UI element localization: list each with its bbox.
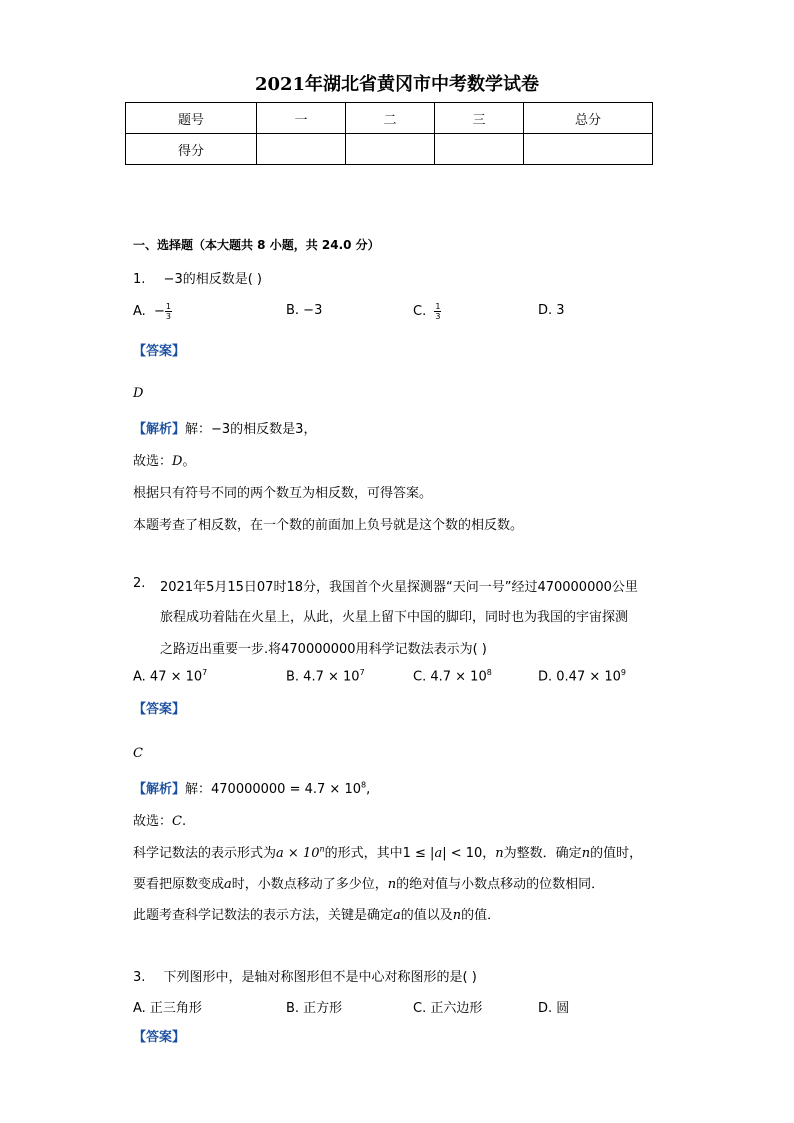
- score-cell[interactable]: [435, 134, 524, 165]
- explanation: 根据只有符号不同的两个数互为相反数，可得答案。: [133, 486, 433, 501]
- option-b: B. $4.7 \times 10^7$: [286, 668, 365, 685]
- explanation: 科学记数法的表示形式为$a \times 10^n$的形式，其中1 ≤ |a| < 10，n为整数．确定n的值时，: [133, 844, 643, 861]
- option-c: C. $4.7 \times 10^8$: [413, 668, 492, 685]
- score-header-cell: 二: [346, 103, 435, 134]
- score-table-header-row: [126, 103, 653, 134]
- score-header-cell: 总分: [524, 103, 653, 134]
- section-heading: 一、选择题（本大题共 8 小题，共 24.0 分）: [133, 238, 380, 252]
- score-header-cell: 题号: [126, 103, 257, 134]
- score-cell[interactable]: [346, 134, 435, 165]
- option-d: D. 圆: [538, 1001, 570, 1016]
- score-cell[interactable]: [524, 134, 653, 165]
- question-1: [133, 268, 262, 287]
- analysis: 【解析】解：$470000000 = 4.7 \times 10^8$,: [133, 780, 371, 797]
- choose-line: 故选：D。: [133, 454, 196, 469]
- question-number: 3.: [133, 970, 146, 985]
- score-table-row: [126, 134, 653, 165]
- explanation: 此题考查科学记数法的表示方法，关键是确定a的值以及n的值．: [133, 908, 501, 923]
- option-d: D. $0.47 \times 10^9$: [538, 668, 627, 685]
- question-stem: 2021年5月15日07时18分，我国首个火星探测器“天问一号”经过470000000公里: [160, 580, 638, 595]
- option-d: D. 3: [538, 303, 565, 318]
- fraction: $\frac{1}{3}$: [165, 302, 171, 321]
- score-header-cell: 三: [435, 103, 524, 134]
- answer-label: 【答案】: [133, 344, 186, 359]
- question-3: [133, 966, 477, 985]
- answer-value: C: [133, 746, 143, 761]
- explanation: 要看把原数变成a时，小数点移动了多少位，n的绝对值与小数点移动的位数相同．: [133, 877, 605, 892]
- score-table: [125, 102, 653, 165]
- fraction: $\frac{1}{3}$: [435, 302, 441, 321]
- explanation: 本题考查了相反数，在一个数的前面加上负号就是这个数的相反数。: [133, 518, 524, 533]
- question-stem: 下列图形中，是轴对称图形但不是中心对称图形的是( ): [163, 970, 477, 985]
- question-stem: −3的相反数是( ): [163, 272, 262, 287]
- score-cell[interactable]: [257, 134, 346, 165]
- question-stem: 旅程成功着陆在火星上，从此，火星上留下中国的脚印，同时也为我国的宇宙探测: [160, 610, 629, 625]
- page-title: 2021年湖北省黄冈市中考数学试卷: [254, 74, 540, 95]
- option-b: B. −3: [286, 303, 323, 318]
- question-number: 2.: [133, 576, 146, 591]
- answer-label: 【答案】: [133, 702, 186, 717]
- analysis: 【解析】解：−3的相反数是3，: [133, 422, 317, 437]
- score-row-label: 得分: [126, 134, 257, 165]
- option-a: A. 正三角形: [133, 1001, 202, 1016]
- question-number: 1.: [133, 272, 146, 287]
- answer-value: D: [133, 386, 144, 401]
- answer-label: 【答案】: [133, 1030, 186, 1045]
- option-c: C. $\frac{1}{3}$: [413, 302, 441, 321]
- option-b: B. 正方形: [286, 1001, 343, 1016]
- option-c: C. 正六边形: [413, 1001, 483, 1016]
- question-2: [133, 576, 145, 591]
- choose-line: 故选：C.: [133, 814, 187, 829]
- option-a: A. − $\frac{1}{3}$: [133, 302, 171, 321]
- option-a: A. $47 \times 10^7$: [133, 668, 208, 685]
- question-stem: 之路迈出重要一步.将470000000用科学记数法表示为( ): [160, 642, 487, 657]
- score-header-cell: 一: [257, 103, 346, 134]
